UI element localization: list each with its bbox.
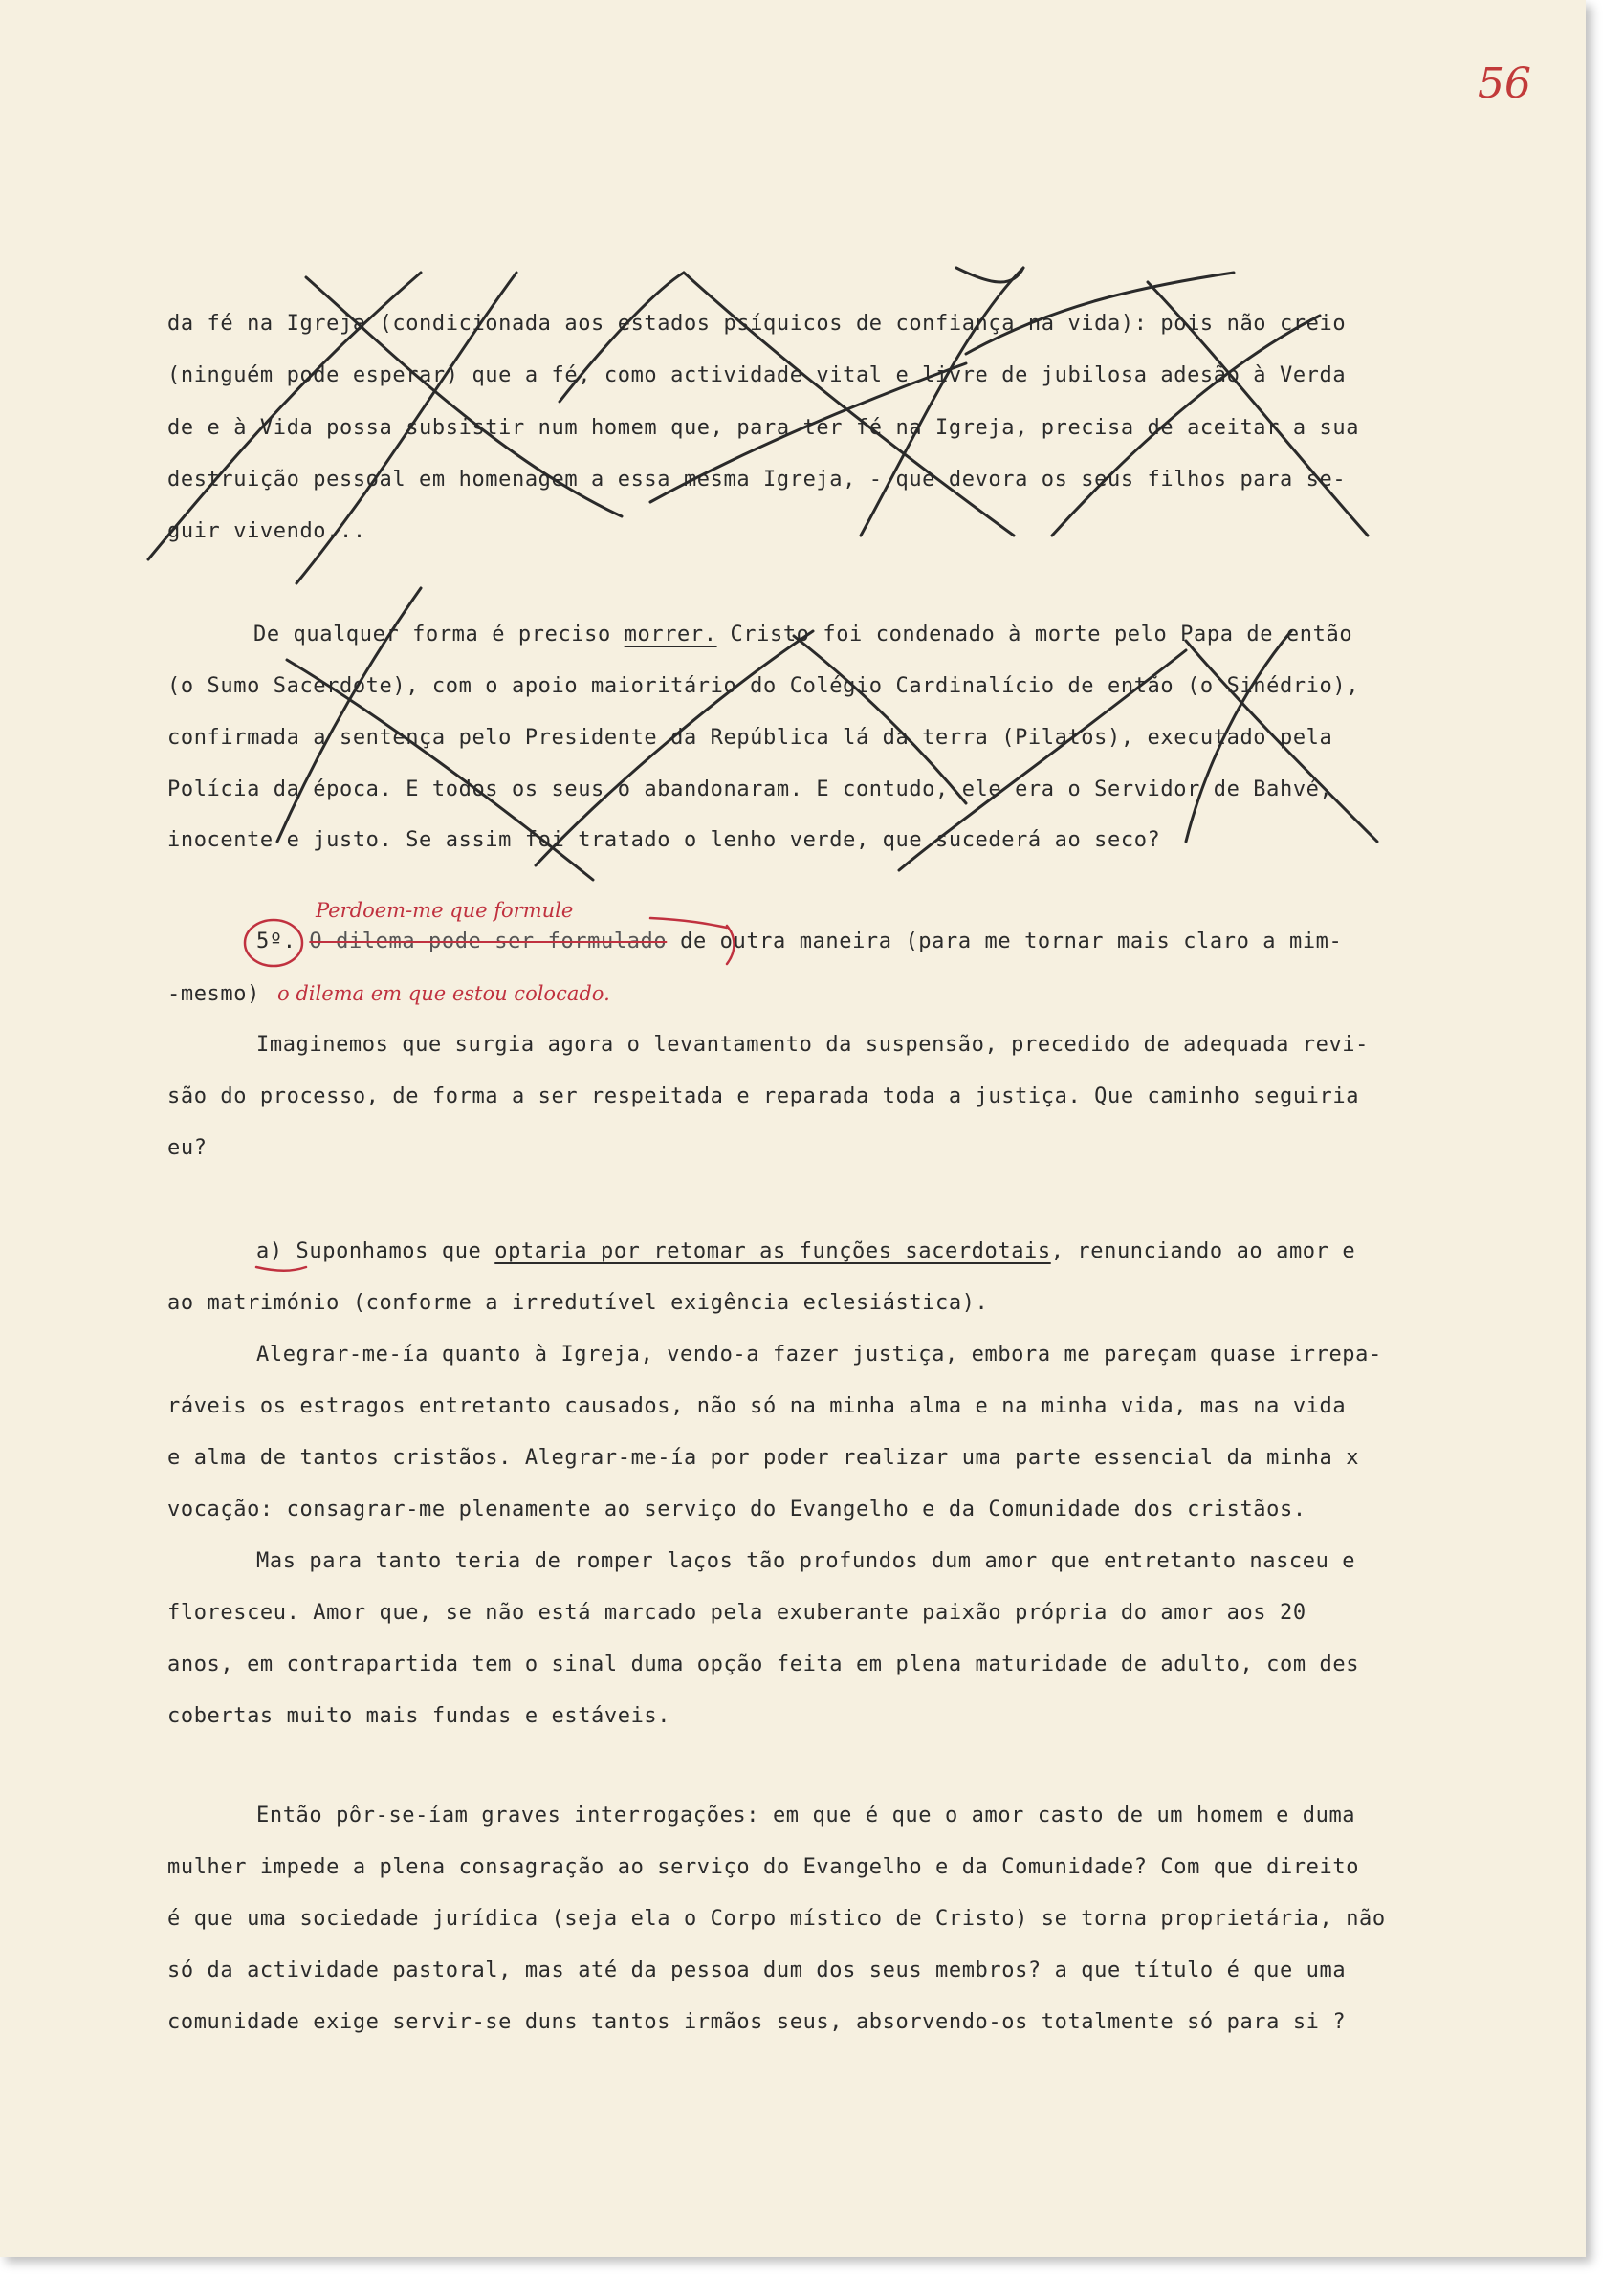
text-line	[256, 1239, 1355, 1263]
text-segment: , renunciando ao amor e	[1050, 1239, 1356, 1263]
underline-stroke	[256, 1267, 306, 1271]
text-line: eu?	[167, 1136, 208, 1160]
text-line: de e à Vida possa subsistir num homem que, para ter fé na Igreja, precisa de aceitar a sua	[167, 416, 1360, 440]
text-line: Alegrar-me-ía quanto à Igreja, vendo-a fazer justiça, embora me pareçam quase irrepa-	[256, 1343, 1382, 1367]
handwritten-insertion: Perdoem-me que formule	[316, 899, 574, 922]
text-line: floresceu. Amor que, se não está marcado pela exuberante paixão própria do amor aos 20	[167, 1601, 1306, 1625]
text-line: -mesmo)	[167, 982, 260, 1006]
text-line: da fé na Igreja (condicionada aos estados psíquicos de confiança na vida): pois não creio	[167, 312, 1347, 336]
text-line: Então pôr-se-íam graves interrogações: em que é que o amor casto de um homem e duma	[256, 1804, 1356, 1827]
text-line: ráveis os estragos entretanto causados, não só na minha alma e na minha vida, mas na vida	[167, 1394, 1347, 1418]
text-line: guir vivendo...	[167, 519, 366, 543]
text-line: ao matrimónio (conforme a irredutível exigência eclesiástica).	[167, 1291, 989, 1315]
text-line: mulher impede a plena consagração ao serviço do Evangelho e da Comunidade? Com que direito	[167, 1855, 1360, 1879]
struck-text: O dilema pode ser formulado	[309, 930, 668, 953]
text-segment: Suponhamos que	[282, 1239, 495, 1263]
text-line: inocente e justo. Se assim foi tratado o lenho verde, que sucederá ao seco?	[167, 828, 1161, 852]
text-line: destruição pessoal em homenagem a essa mesma Igreja, - que devora os seus filhos para se-	[167, 468, 1347, 492]
text-line: comunidade exige servir-se duns tantos irmãos seus, absorvendo-os totalmente só para si ?	[167, 2010, 1347, 2034]
text-line: Mas para tanto teria de romper laços tão profundos dum amor que entretanto nasceu e	[256, 1549, 1356, 1573]
text-line: Polícia da época. E todos os seus o abandonaram. E contudo, ele era o Servidor de Bahvé,	[167, 777, 1333, 801]
page-number: 56	[1478, 59, 1531, 108]
text-line: só da actividade pastoral, mas até da pessoa dum dos seus membros? a que título é que uma	[167, 1959, 1347, 1982]
text-segment: De qualquer forma é preciso	[253, 623, 625, 646]
text-line: anos, em contrapartida tem o sinal duma opção feita em plena maturidade de adulto, com des	[167, 1652, 1360, 1676]
text-segment: de outra maneira (para me tornar mais claro a mim-	[680, 930, 1343, 953]
text-line: (ninguém pode esperar) que a fé, como actividade vital e livre de jubilosa adesão à Verda	[167, 363, 1347, 387]
text-segment: Cristo foi condenado à morte pelo Papa de então	[716, 623, 1353, 646]
text-line: Imaginemos que surgia agora o levantamento da suspensão, precedido de adequada revi-	[256, 1033, 1369, 1057]
cross-stroke	[861, 268, 1023, 536]
text-line: (o Sumo Sacerdote), com o apoio maioritário do Colégio Cardinalício de então (o Sinédrio),	[167, 674, 1360, 698]
text-line: confirmada a sentença pelo Presidente da República lá da terra (Pilatos), executado pela	[167, 726, 1333, 750]
text-line: são do processo, de forma a ser respeitada e reparada toda a justiça. Que caminho seguiria	[167, 1084, 1360, 1108]
text-line	[253, 623, 1352, 646]
text-line: vocação: consagrar-me plenamente ao serviço do Evangelho e da Comunidade dos cristãos.	[167, 1498, 1306, 1521]
underlined-phrase: optaria por retomar as funções sacerdotais	[494, 1239, 1051, 1263]
paragraph-number: 5º.	[256, 930, 296, 953]
text-line: e alma de tantos cristãos. Alegrar-me-ía por poder realizar uma parte essencial da minha x	[167, 1446, 1360, 1470]
list-marker: a)	[256, 1239, 283, 1263]
handwritten-insertion: o dilema em que estou colocado.	[277, 982, 610, 1005]
underlined-word: morrer.	[624, 623, 717, 646]
insertion-stroke	[650, 918, 727, 928]
cross-stroke	[956, 268, 1023, 282]
text-line	[256, 930, 1342, 953]
text-line: cobertas muito mais fundas e estáveis.	[167, 1704, 671, 1728]
text-line: é que uma sociedade jurídica (seja ela o Corpo místico de Cristo) se torna proprietária, não	[167, 1907, 1386, 1931]
